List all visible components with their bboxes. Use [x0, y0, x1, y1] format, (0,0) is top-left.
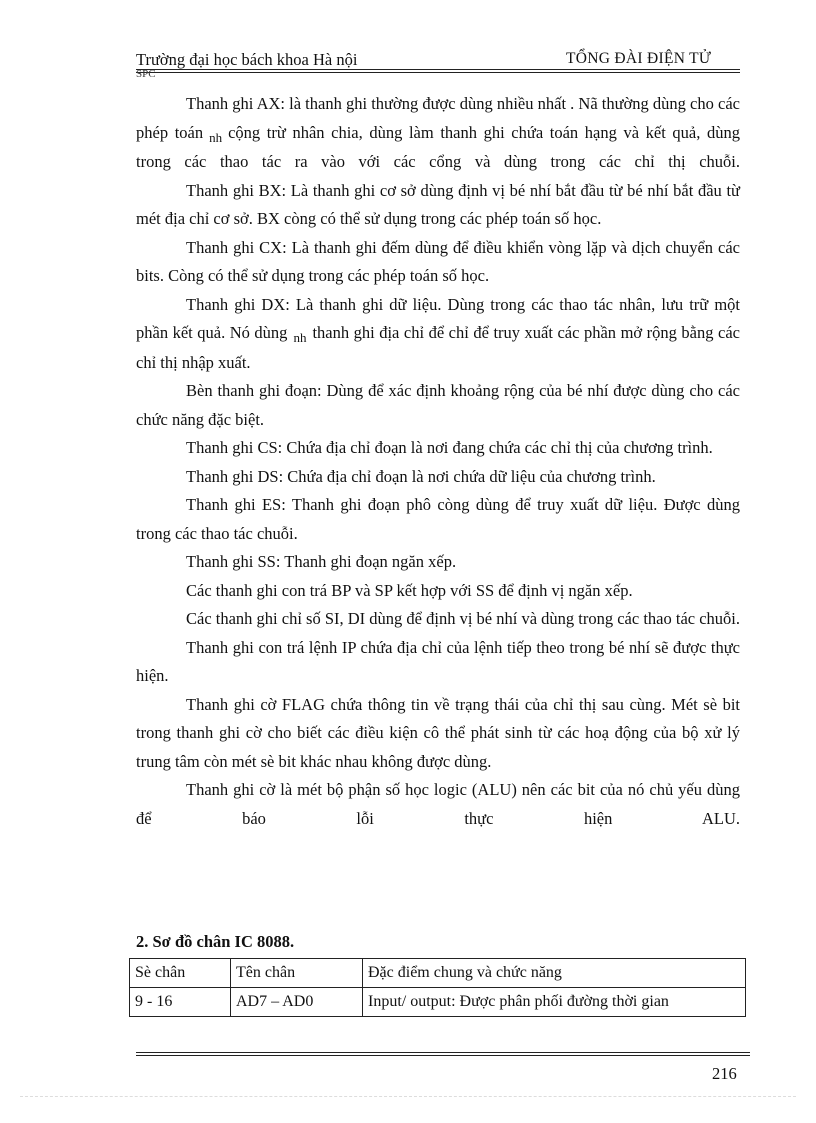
paragraph-text: thanh ghi địa chỉ để chỉ để truy xuất các phần mở rộng bằng các chỉ thị nhập xuất. — [136, 323, 740, 372]
table-cell: Input/ output: Được phân phối đường thời gian — [363, 988, 746, 1017]
inline-mark: nh — [293, 330, 307, 345]
paragraph-cs: Thanh ghi CS: Chứa địa chỉ đoạn là nơi đang chứa các chỉ thị của chương trình. — [186, 438, 713, 457]
footer-rule — [136, 1052, 750, 1053]
paragraph-ip: Thanh ghi con trá lệnh IP chứa địa chỉ của lệnh tiếp theo trong bé nhí sẽ được thực hiện. — [136, 637, 740, 685]
table-cell: AD7 – AD0 — [231, 988, 363, 1017]
paragraph-alu: Thanh ghi cờ là mét bộ phận số học logic (ALU) nên các bit của nó chủ yếu dùng để báo lỗi thực hiện ALU. — [136, 780, 740, 828]
header-school-name: Trường đại học bách khoa Hà nội — [136, 50, 358, 69]
body-text — [136, 90, 740, 833]
paragraph-ss: Thanh ghi SS: Thanh ghi đoạn ngăn xếp. — [186, 552, 457, 571]
page-edge-divider — [20, 1096, 796, 1097]
paragraph-si-di: Các thanh ghi chỉ số SI, DI dùng để định vị bé nhí và dùng trong các thao tác chuỗi. — [186, 609, 740, 628]
paragraph-text: Thanh ghi DX: Là thanh ghi dữ liệu. Dùng trong các thao tác nhân, lưu trữ một phần kết quả. Nó dùng — [136, 294, 740, 342]
paragraph-text: Thanh ghi AX: là thanh ghi thường được dùng nhiều nhất . Nã thường dùng cho các phép toán — [136, 94, 740, 142]
header-rule — [136, 69, 740, 70]
paragraph-es: Thanh ghi ES: Thanh ghi đoạn phô còng dùng để truy xuất dữ liệu. Được dùng trong các thao tác chuỗi. — [136, 495, 740, 543]
table-row — [130, 988, 746, 1017]
paragraph-bp-sp: Các thanh ghi con trá BP và SP kết hợp với SS để định vị ngăn xếp. — [186, 580, 633, 600]
paragraph-segment-registers: Bèn thanh ghi đoạn: Dùng để xác định khoảng rộng của bé nhí được dùng cho các chức năng đặc biệt. — [136, 381, 740, 429]
paragraph-bx: Thanh ghi BX: Là thanh ghi cơ sở dùng định vị bé nhí bắt đầu từ bé nhí bắt đầu từ mét địa chỉ cơ sở. BX còng có thể sử dụng trong các phép toán số học. — [136, 180, 740, 228]
footer-rule-secondary — [136, 1055, 750, 1056]
column-header: Tên chân — [231, 959, 363, 988]
header-document-title: TỔNG ĐÀI ĐIỆN TỬ — [566, 50, 712, 67]
paragraph-cx: Thanh ghi CX: Là thanh ghi đếm dùng để điều khiển vòng lặp và dịch chuyển các bits. Còng có thể sử dụng trong các phép toán số học. — [136, 237, 740, 285]
paragraph-flag: Thanh ghi cờ FLAG chứa thông tin về trạng thái của chỉ thị sau cùng. Mét sè bit trong thanh ghi cờ cho biết các điều kiện cô thể phát sinh từ các hoạ động của bộ xử lý trung tâm còn mét sè bit khác nhau không được dùng. — [136, 694, 740, 771]
table-cell: 9 - 16 — [130, 988, 231, 1017]
pin-table — [129, 958, 746, 1017]
paragraph-ax — [136, 90, 740, 177]
table-header-row — [130, 959, 746, 988]
paragraph-ds: Thanh ghi DS: Chứa địa chỉ đoạn là nơi chứa dữ liệu của chương trình. — [186, 466, 656, 486]
paragraph-text: cộng trừ nhân chia, dùng làm thanh ghi chứa toán hạng và kết quả, dùng trong các thao tác ra vào với các cổng và dùng trong các chỉ thị chuỗi. — [136, 122, 741, 171]
column-header: Đặc điểm chung và chức năng — [363, 959, 746, 988]
inline-mark: nh — [209, 129, 223, 145]
paragraph-dx — [136, 291, 740, 378]
header-rule-secondary — [136, 72, 740, 73]
section-heading: 2. Sơ đồ chân IC 8088. — [136, 932, 295, 951]
column-header: Sè chân — [130, 959, 231, 988]
page-number: 216 — [712, 1064, 737, 1083]
header-subtitle: SPC — [136, 68, 156, 80]
